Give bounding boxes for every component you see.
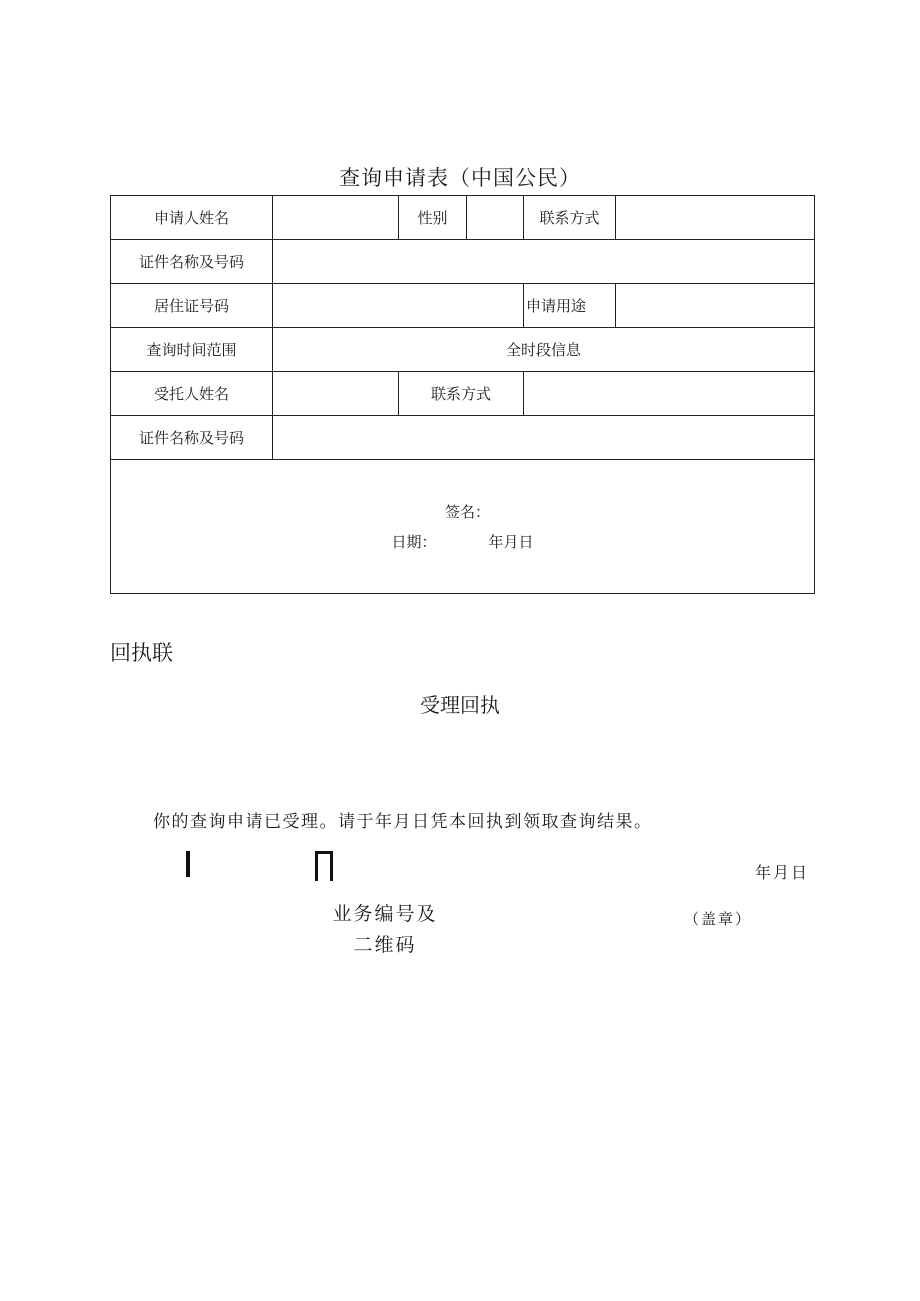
- contact-field[interactable]: [616, 196, 815, 240]
- trustee-name-label: 受托人姓名: [111, 372, 273, 416]
- table-row: [111, 416, 815, 460]
- qr-placeholder-bar-mark: [186, 851, 190, 877]
- qr-placeholder-bracket-mark: [315, 851, 333, 881]
- stamp-label: （盖章）: [684, 910, 753, 928]
- receipt-notice: 你的查询申请已受理。请于年月日凭本回执到领取查询结果。: [153, 812, 653, 832]
- table-row: [111, 328, 815, 372]
- gender-label: 性别: [399, 196, 467, 240]
- residence-permit-field[interactable]: [273, 284, 524, 328]
- table-row: [111, 240, 815, 284]
- purpose-field[interactable]: [616, 284, 815, 328]
- table-row: [111, 284, 815, 328]
- contact-label: 联系方式: [524, 196, 616, 240]
- qr-label: [300, 899, 470, 961]
- trustee-contact-label: 联系方式: [399, 372, 524, 416]
- query-application-table: [110, 195, 815, 594]
- qr-label-line1: 业务编号及: [332, 903, 438, 925]
- time-range-label: 查询时间范围: [111, 328, 273, 372]
- signature-area[interactable]: [111, 460, 815, 594]
- id-label: 证件名称及号码: [111, 240, 273, 284]
- id-field[interactable]: [273, 240, 815, 284]
- receipt-section-label: 回执联: [110, 641, 173, 665]
- trustee-id-field[interactable]: [273, 416, 815, 460]
- purpose-label: 申请用途: [524, 284, 616, 328]
- signature-date: [111, 527, 814, 557]
- trustee-contact-field[interactable]: [524, 372, 815, 416]
- table-row: [111, 460, 815, 594]
- table-row: [111, 372, 815, 416]
- date-units: 年月日: [488, 532, 534, 551]
- table-row: [111, 196, 815, 240]
- trustee-id-label: 证件名称及号码: [111, 416, 273, 460]
- qr-label-line2: 二维码: [353, 934, 417, 956]
- signature-label: 签名：: [444, 502, 490, 521]
- trustee-name-field[interactable]: [273, 372, 399, 416]
- gender-field[interactable]: [467, 196, 524, 240]
- receipt-title: 受理回执: [420, 693, 500, 717]
- residence-permit-label: 居住证号码: [111, 284, 273, 328]
- time-range-value: 全时段信息: [273, 328, 815, 372]
- applicant-name-label: 申请人姓名: [111, 196, 273, 240]
- date-label: 日期：: [391, 532, 437, 551]
- form-title: 查询申请表（中国公民）: [339, 166, 581, 190]
- receipt-date: 年月日: [755, 863, 810, 882]
- applicant-name-field[interactable]: [273, 196, 399, 240]
